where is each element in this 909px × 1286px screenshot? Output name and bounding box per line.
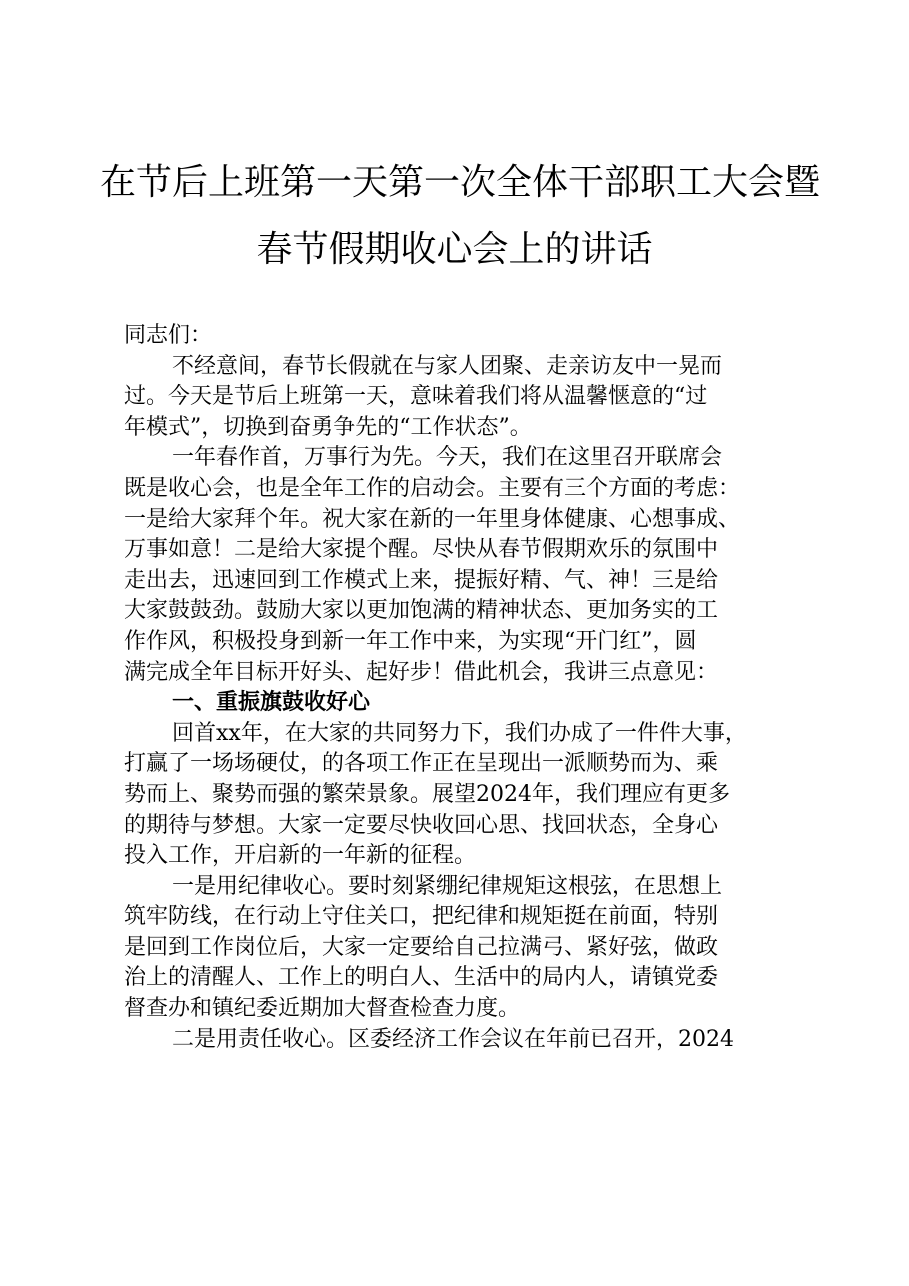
paragraph-line: 投入工作，开启新的一年新的征程。 <box>124 843 477 869</box>
document-title-line-2: 春节假期收心会上的讲话 <box>256 229 653 270</box>
paragraph-line: 年模式”，切换到奋勇争先的“工作状态”。 <box>124 414 532 440</box>
paragraph-line: 既是收心会，也是全年工作的启动会。主要有三个方面的考虑： <box>124 475 741 501</box>
section-heading: 一、重振旗鼓收好心 <box>172 690 371 716</box>
salutation: 同志们： <box>124 323 213 348</box>
paragraph-line: 万事如意！二是给大家提个醒。尽快从春节假期欢乐的氛围中 <box>124 537 719 563</box>
paragraph-line: 督查办和镇纪委近期加大督查检查力度。 <box>124 996 521 1022</box>
paragraph-line: 过。今天是节后上班第一天，意味着我们将从温馨惬意的“过 <box>124 384 708 410</box>
paragraph-line: 不经意间，春节长假就在与家人团聚、走亲访友中一晃而 <box>172 353 723 379</box>
paragraph-line: 的期待与梦想。大家一定要尽快收回心思、找回状态，全身心 <box>124 812 719 838</box>
paragraph-line: 一年春作首，万事行为先。今天，我们在这里召开联席会 <box>172 445 723 471</box>
document-title-line-1: 在节后上班第一天第一次全体干部职工大会暨 <box>100 162 821 203</box>
paragraph-line: 治上的清醒人、工作上的明白人、生活中的局内人，请镇党委 <box>124 965 719 991</box>
paragraph-line: 一是用纪律收心。要时刻紧绷纪律规矩这根弦，在思想上 <box>172 873 723 899</box>
document-body <box>124 321 824 1055</box>
paragraph-line: 大家鼓鼓劲。鼓励大家以更加饱满的精神状态、更加务实的工 <box>124 598 719 624</box>
paragraph-line: 满完成全年目标开好头、起好步！借此机会，我讲三点意见： <box>124 659 719 685</box>
paragraph-line: 是回到工作岗位后，大家一定要给自己拉满弓、紧好弦，做政 <box>124 934 719 960</box>
paragraph-line: 势而上、聚势而强的繁荣景象。展望2024年，我们理应有更多 <box>124 781 730 807</box>
paragraph-line: 二是用责任收心。区委经济工作会议在年前已召开，2024 <box>172 1026 734 1052</box>
paragraph-line: 一是给大家拜个年。祝大家在新的一年里身体健康、心想事成、 <box>124 506 741 532</box>
paragraph-line: 回首xx年，在大家的共同努力下，我们办成了一件件大事， <box>172 720 747 746</box>
paragraph-line: 打赢了一场场硬仗，的各项工作正在呈现出一派顺势而为、乘 <box>124 751 719 777</box>
paragraph-line: 筑牢防线，在行动上守住关口，把纪律和规矩挺在前面，特别 <box>124 904 719 930</box>
paragraph-line: 作作风，积极投身到新一年工作中来，为实现“开门红”，圆 <box>124 628 697 654</box>
paragraph-line: 走出去，迅速回到工作模式上来，提振好精、气、神！三是给 <box>124 567 719 593</box>
